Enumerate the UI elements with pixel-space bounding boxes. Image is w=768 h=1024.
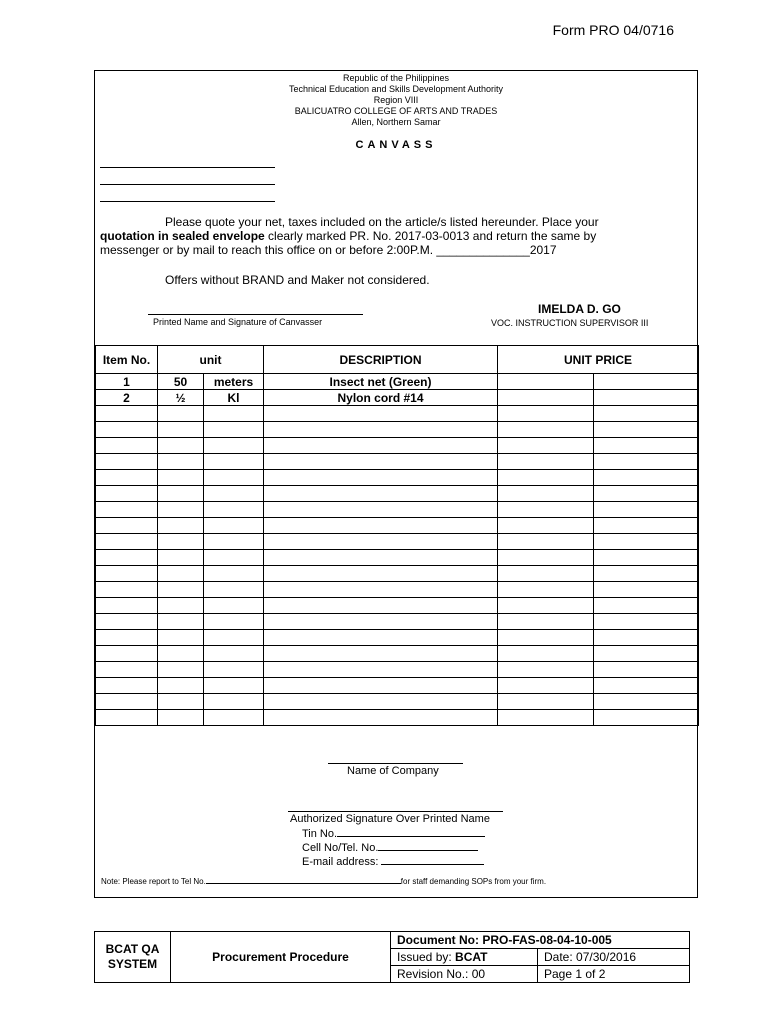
price-cell	[594, 374, 699, 390]
blank-cell	[498, 518, 594, 534]
item-unit: Kl	[204, 390, 264, 406]
blank-cell	[96, 678, 158, 694]
blank-cell	[498, 582, 594, 598]
address-line	[100, 184, 275, 185]
email-label: E-mail address:	[302, 856, 379, 868]
blank-cell	[158, 630, 204, 646]
blank-cell	[96, 454, 158, 470]
blank-cell	[264, 422, 498, 438]
blank-cell	[158, 662, 204, 678]
col-unit-price: UNIT PRICE	[498, 346, 699, 374]
blank-cell	[498, 502, 594, 518]
blank-cell	[264, 630, 498, 646]
blank-cell	[158, 614, 204, 630]
canvasser-label: Printed Name and Signature of Canvasser	[153, 317, 323, 327]
item-no: 2	[96, 390, 158, 406]
blank-cell	[264, 710, 498, 726]
blank-cell	[594, 518, 699, 534]
address-line	[100, 201, 275, 202]
blank-cell	[96, 614, 158, 630]
table-row-blank	[96, 486, 699, 502]
blank-cell	[264, 582, 498, 598]
blank-cell	[594, 486, 699, 502]
blank-cell	[96, 694, 158, 710]
blank-cell	[498, 630, 594, 646]
blank-cell	[264, 678, 498, 694]
company-line	[328, 763, 463, 764]
blank-cell	[158, 486, 204, 502]
blank-cell	[204, 678, 264, 694]
table-row-blank	[96, 694, 699, 710]
header-line: Technical Education and Skills Development Authority	[288, 84, 504, 94]
blank-cell	[204, 598, 264, 614]
item-description: Insect net (Green)	[264, 374, 498, 390]
col-description: DESCRIPTION	[264, 346, 498, 374]
item-qty: 50	[158, 374, 204, 390]
blank-cell	[158, 566, 204, 582]
blank-cell	[158, 694, 204, 710]
blank-cell	[594, 534, 699, 550]
blank-cell	[96, 518, 158, 534]
canvasser-signature-line	[148, 314, 363, 315]
price-cell	[594, 390, 699, 406]
doc-control-footer	[94, 931, 690, 983]
table-row-blank	[96, 518, 699, 534]
blank-cell	[158, 534, 204, 550]
authorized-signature-label: Authorized Signature Over Printed Name	[290, 813, 490, 825]
blank-cell	[594, 694, 699, 710]
blank-cell	[204, 566, 264, 582]
note-suffix: for staff demanding SOPs from your firm.	[400, 877, 547, 886]
table-row-blank	[96, 710, 699, 726]
blank-cell	[264, 694, 498, 710]
blank-cell	[498, 598, 594, 614]
blank-cell	[594, 710, 699, 726]
blank-cell	[96, 438, 158, 454]
form-code: Form PRO 04/0716	[552, 22, 674, 38]
form-title: CANVASS	[355, 139, 437, 151]
table-row-blank	[96, 454, 699, 470]
items-table	[95, 345, 699, 726]
table-row-blank	[96, 422, 699, 438]
blank-cell	[264, 598, 498, 614]
blank-cell	[204, 422, 264, 438]
blank-cell	[594, 566, 699, 582]
blank-cell	[204, 630, 264, 646]
company-label: Name of Company	[347, 765, 439, 777]
blank-cell	[594, 470, 699, 486]
supervisor-name: IMELDA D. GO	[538, 302, 621, 316]
blank-cell	[594, 406, 699, 422]
blank-cell	[158, 454, 204, 470]
table-row-blank	[96, 582, 699, 598]
blank-cell	[96, 502, 158, 518]
item-qty: ½	[158, 390, 204, 406]
price-cell	[498, 374, 594, 390]
note-prefix: Note: Please report to Tel No.	[101, 877, 206, 886]
item-unit: meters	[204, 374, 264, 390]
table-row-blank	[96, 534, 699, 550]
issued-label: Issued by:	[397, 949, 456, 964]
blank-cell	[96, 710, 158, 726]
blank-cell	[96, 550, 158, 566]
blank-cell	[594, 678, 699, 694]
blank-cell	[96, 422, 158, 438]
blank-cell	[204, 550, 264, 566]
blank-cell	[594, 598, 699, 614]
procedure-name: Procurement Procedure	[171, 932, 391, 983]
blank-cell	[594, 502, 699, 518]
blank-cell	[204, 438, 264, 454]
table-row-blank	[96, 566, 699, 582]
blank-cell	[204, 534, 264, 550]
price-cell	[498, 390, 594, 406]
revision-number: Revision No.: 00	[391, 966, 538, 983]
blank-cell	[498, 454, 594, 470]
blank-cell	[594, 438, 699, 454]
blank-cell	[498, 534, 594, 550]
authorized-signature-line	[288, 811, 503, 812]
blank-cell	[498, 470, 594, 486]
note-line	[206, 876, 401, 884]
instructions-paragraph	[100, 215, 685, 257]
blank-cell	[204, 646, 264, 662]
item-no: 1	[96, 374, 158, 390]
table-row-blank	[96, 598, 699, 614]
blank-cell	[204, 470, 264, 486]
tin-line	[337, 827, 485, 837]
blank-cell	[158, 502, 204, 518]
blank-cell	[594, 582, 699, 598]
table-row	[96, 390, 699, 406]
blank-cell	[96, 406, 158, 422]
blank-cell	[264, 454, 498, 470]
blank-cell	[96, 534, 158, 550]
canvass-form	[94, 70, 698, 898]
blank-cell	[204, 710, 264, 726]
blank-cell	[96, 598, 158, 614]
blank-cell	[264, 566, 498, 582]
table-row-blank	[96, 630, 699, 646]
tin-label: Tin No.	[302, 828, 338, 840]
cell-line	[378, 841, 478, 851]
blank-cell	[204, 614, 264, 630]
item-description: Nylon cord #14	[264, 390, 498, 406]
table-row-blank	[96, 550, 699, 566]
blank-cell	[158, 550, 204, 566]
blank-cell	[498, 566, 594, 582]
issue-date: Date: 07/30/2016	[538, 949, 690, 966]
table-row-blank	[96, 678, 699, 694]
blank-cell	[594, 454, 699, 470]
blank-cell	[498, 614, 594, 630]
blank-cell	[264, 438, 498, 454]
header-line: BALICUATRO COLLEGE OF ARTS AND TRADES	[294, 106, 498, 116]
blank-cell	[498, 406, 594, 422]
blank-cell	[594, 662, 699, 678]
blank-cell	[264, 614, 498, 630]
table-header-row	[96, 346, 699, 374]
email-line	[381, 855, 484, 865]
blank-cell	[204, 662, 264, 678]
address-line	[100, 167, 275, 168]
table-row-blank	[96, 646, 699, 662]
blank-cell	[594, 422, 699, 438]
instruction-line: Please quote your net, taxes included on the article/s listed hereunder. Place your	[165, 215, 599, 229]
blank-cell	[264, 662, 498, 678]
blank-cell	[498, 694, 594, 710]
blank-cell	[158, 582, 204, 598]
blank-cell	[96, 566, 158, 582]
blank-cell	[264, 470, 498, 486]
contact-fields	[302, 827, 485, 869]
blank-cell	[594, 550, 699, 566]
blank-cell	[204, 406, 264, 422]
blank-cell	[158, 518, 204, 534]
agency-header	[95, 73, 697, 128]
blank-cell	[498, 678, 594, 694]
table-row-blank	[96, 662, 699, 678]
issuer: BCAT	[455, 949, 488, 964]
table-row-blank	[96, 470, 699, 486]
blank-cell	[96, 630, 158, 646]
header-line: Republic of the Philippines	[342, 73, 450, 83]
qa-system: BCAT QA SYSTEM	[95, 932, 171, 983]
blank-cell	[158, 438, 204, 454]
blank-cell	[158, 406, 204, 422]
blank-cell	[264, 646, 498, 662]
header-line: Region VIII	[373, 95, 419, 105]
blank-cell	[264, 534, 498, 550]
blank-cell	[594, 614, 699, 630]
blank-cell	[158, 646, 204, 662]
blank-cell	[498, 438, 594, 454]
blank-cell	[96, 582, 158, 598]
blank-cell	[96, 470, 158, 486]
table-row-blank	[96, 502, 699, 518]
blank-cell	[204, 518, 264, 534]
tel-note	[101, 876, 546, 886]
blank-cell	[158, 470, 204, 486]
blank-cell	[204, 582, 264, 598]
blank-cell	[264, 502, 498, 518]
table-row-blank	[96, 614, 699, 630]
header-line: Allen, Northern Samar	[351, 117, 441, 127]
col-item-no: Item No.	[96, 346, 158, 374]
blank-cell	[498, 646, 594, 662]
blank-cell	[594, 646, 699, 662]
blank-cell	[498, 486, 594, 502]
blank-cell	[264, 486, 498, 502]
instruction-bold: quotation in sealed envelope	[100, 229, 265, 243]
supervisor-title: VOC. INSTRUCTION SUPERVISOR III	[491, 318, 649, 328]
table-row	[96, 374, 699, 390]
document-number: Document No: PRO-FAS-08-04-10-005	[391, 932, 690, 949]
blank-cell	[204, 694, 264, 710]
page-number: Page 1 of 2	[538, 966, 690, 983]
blank-cell	[158, 422, 204, 438]
blank-cell	[594, 630, 699, 646]
blank-cell	[96, 486, 158, 502]
blank-cell	[158, 710, 204, 726]
issued-by	[391, 949, 538, 966]
blank-cell	[498, 710, 594, 726]
table-row-blank	[96, 438, 699, 454]
blank-cell	[96, 646, 158, 662]
blank-cell	[264, 550, 498, 566]
offers-note: Offers without BRAND and Maker not considered.	[165, 273, 430, 287]
blank-cell	[204, 502, 264, 518]
instruction-line: messenger or by mail to reach this office on or before 2:00P.M. ______________2017	[100, 243, 557, 257]
blank-cell	[264, 518, 498, 534]
blank-cell	[158, 598, 204, 614]
instruction-line: clearly marked PR. No. 2017-03-0013 and return the same by	[264, 229, 597, 243]
table-row-blank	[96, 406, 699, 422]
cell-label: Cell No/Tel. No.	[302, 842, 379, 854]
blank-cell	[498, 550, 594, 566]
blank-cell	[264, 406, 498, 422]
blank-cell	[498, 662, 594, 678]
col-unit: unit	[158, 346, 264, 374]
blank-cell	[96, 662, 158, 678]
blank-cell	[498, 422, 594, 438]
blank-cell	[204, 486, 264, 502]
blank-cell	[204, 454, 264, 470]
blank-cell	[158, 678, 204, 694]
